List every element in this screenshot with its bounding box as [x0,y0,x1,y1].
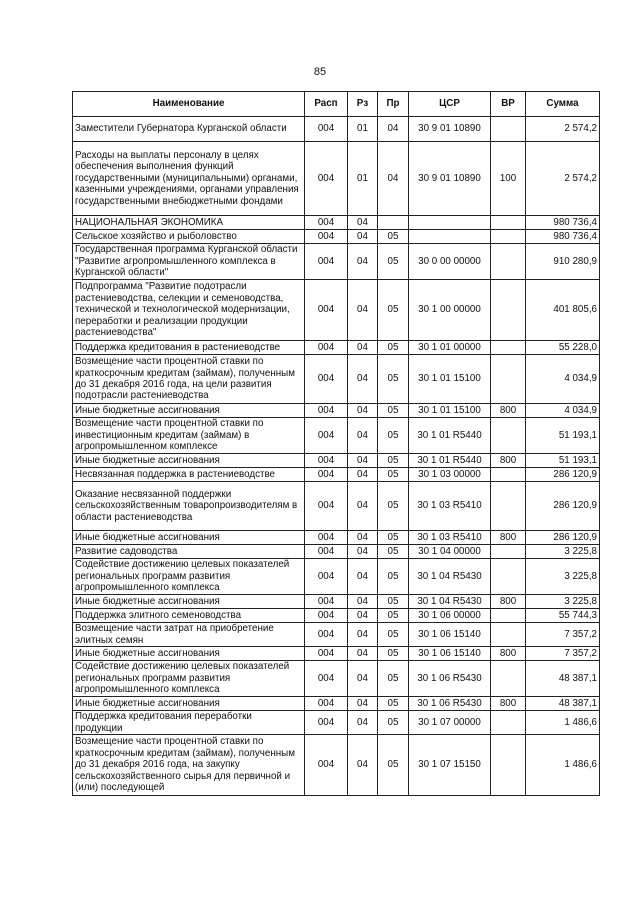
cell-vr [491,341,526,355]
cell-rasp: 004 [305,468,348,482]
cell-rasp: 004 [305,404,348,418]
table-row [73,341,600,355]
cell-name: Поддержка кредитования в растениеводстве [73,341,305,355]
cell-rz: 04 [348,661,378,697]
cell-rz: 04 [348,355,378,404]
cell-name: Содействие достижению целевых показателей региональных программ развития агропромышленного комплекса [73,661,305,697]
cell-name: НАЦИОНАЛЬНАЯ ЭКОНОМИКА [73,216,305,230]
cell-csr: 30 1 04 00000 [409,545,491,559]
cell-rz: 04 [348,711,378,735]
cell-csr: 30 1 04 R5430 [409,595,491,609]
table-row [73,117,600,142]
cell-pr: 05 [378,697,409,711]
cell-rasp: 004 [305,142,348,216]
cell-rasp: 004 [305,531,348,545]
table-row [73,230,600,244]
cell-rasp: 004 [305,609,348,623]
table-row [73,559,600,595]
cell-rasp: 004 [305,418,348,454]
cell-name: Иные бюджетные ассигнования [73,404,305,418]
table-row [73,609,600,623]
cell-rz: 04 [348,244,378,280]
cell-sum: 48 387,1 [526,697,600,711]
cell-vr [491,468,526,482]
table-row [73,280,600,341]
page-number: 85 [313,66,327,78]
cell-name: Иные бюджетные ассигнования [73,595,305,609]
cell-name: Подпрограмма "Развитие подотрасли растениеводства, селекции и семеноводства, технической и технологической модернизации, переработки и реализации продукции растениеводства" [73,280,305,341]
cell-csr: 30 9 01 10890 [409,142,491,216]
table-row [73,661,600,697]
cell-name: Содействие достижению целевых показателей региональных программ развития агропромышленного комплекса [73,559,305,595]
cell-name: Возмещение части процентной ставки по инвестиционным кредитам (займам) в агропромышленном комплексе [73,418,305,454]
header-sum: Сумма [526,92,600,117]
cell-sum: 55 228,0 [526,341,600,355]
cell-rz: 04 [348,404,378,418]
cell-csr: 30 1 06 15140 [409,647,491,661]
table-row [73,355,600,404]
cell-csr: 30 1 06 R5430 [409,697,491,711]
cell-pr: 05 [378,609,409,623]
cell-csr: 30 1 03 00000 [409,468,491,482]
cell-rz: 04 [348,280,378,341]
cell-csr: 30 0 00 00000 [409,244,491,280]
cell-sum: 51 193,1 [526,418,600,454]
cell-pr: 05 [378,559,409,595]
cell-name: Иные бюджетные ассигнования [73,531,305,545]
cell-vr: 800 [491,647,526,661]
cell-rz: 04 [348,697,378,711]
cell-csr: 30 1 06 15140 [409,623,491,647]
cell-rz: 04 [348,341,378,355]
cell-name: Развитие садоводства [73,545,305,559]
cell-pr: 05 [378,230,409,244]
table-row [73,404,600,418]
cell-rasp: 004 [305,341,348,355]
table-row [73,244,600,280]
cell-rasp: 004 [305,117,348,142]
cell-vr [491,244,526,280]
cell-vr [491,230,526,244]
cell-pr: 04 [378,142,409,216]
cell-csr: 30 1 00 00000 [409,280,491,341]
cell-sum: 980 736,4 [526,230,600,244]
cell-sum: 51 193,1 [526,454,600,468]
cell-rz: 04 [348,609,378,623]
cell-sum: 2 574,2 [526,142,600,216]
cell-rasp: 004 [305,545,348,559]
table-row [73,697,600,711]
cell-name: Возмещение части процентной ставки по краткосрочным кредитам (займам), полученным до 31 декабря 2016 года, на цели развития подотрасли растениеводства [73,355,305,404]
cell-vr: 800 [491,404,526,418]
cell-name: Несвязанная поддержка в растениеводстве [73,468,305,482]
header-rasp: Расп [305,92,348,117]
header-pr: Пр [378,92,409,117]
cell-csr: 30 1 01 15100 [409,404,491,418]
cell-csr: 30 1 03 R5410 [409,482,491,531]
cell-csr [409,216,491,230]
cell-rz: 04 [348,468,378,482]
table-row [73,482,600,531]
cell-vr [491,735,526,796]
cell-vr [491,661,526,697]
cell-vr [491,609,526,623]
cell-sum: 3 225,8 [526,545,600,559]
cell-pr: 05 [378,623,409,647]
cell-pr: 05 [378,531,409,545]
table-row [73,468,600,482]
cell-csr: 30 1 01 R5440 [409,454,491,468]
cell-name: Возмещение части затрат на приобретение элитных семян [73,623,305,647]
cell-pr: 05 [378,735,409,796]
cell-sum: 3 225,8 [526,595,600,609]
cell-vr [491,216,526,230]
cell-rasp: 004 [305,697,348,711]
table-row [73,216,600,230]
cell-vr [491,482,526,531]
cell-name: Поддержка кредитования переработки продукции [73,711,305,735]
cell-csr: 30 1 06 R5430 [409,661,491,697]
cell-rz: 04 [348,623,378,647]
cell-pr: 05 [378,661,409,697]
table-row [73,735,600,796]
cell-vr [491,711,526,735]
table-row [73,545,600,559]
cell-pr: 05 [378,404,409,418]
budget-table [72,91,600,796]
cell-sum: 4 034,9 [526,404,600,418]
table-row [73,418,600,454]
cell-vr: 800 [491,595,526,609]
cell-vr [491,355,526,404]
cell-sum: 910 280,9 [526,244,600,280]
cell-vr: 800 [491,454,526,468]
cell-sum: 4 034,9 [526,355,600,404]
cell-rz: 04 [348,545,378,559]
cell-sum: 2 574,2 [526,117,600,142]
cell-rz: 04 [348,454,378,468]
cell-sum: 980 736,4 [526,216,600,230]
cell-name: Иные бюджетные ассигнования [73,454,305,468]
cell-rz: 04 [348,418,378,454]
cell-rz: 01 [348,142,378,216]
cell-sum: 401 805,6 [526,280,600,341]
cell-csr: 30 1 03 R5410 [409,531,491,545]
cell-rasp: 004 [305,482,348,531]
cell-name: Иные бюджетные ассигнования [73,647,305,661]
cell-pr: 04 [378,117,409,142]
cell-csr: 30 1 01 15100 [409,355,491,404]
cell-pr: 05 [378,595,409,609]
cell-rasp: 004 [305,595,348,609]
cell-rasp: 004 [305,230,348,244]
cell-name: Заместители Губернатора Курганской области [73,117,305,142]
cell-rasp: 004 [305,647,348,661]
cell-rz: 01 [348,117,378,142]
header-vr: ВР [491,92,526,117]
cell-rasp: 004 [305,711,348,735]
cell-csr: 30 1 07 15150 [409,735,491,796]
table-row [73,531,600,545]
cell-rasp: 004 [305,216,348,230]
header-name: Наименование [73,92,305,117]
cell-rz: 04 [348,230,378,244]
cell-pr: 05 [378,647,409,661]
cell-pr: 05 [378,468,409,482]
cell-sum: 1 486,6 [526,711,600,735]
cell-pr: 05 [378,280,409,341]
cell-name: Сельское хозяйство и рыболовство [73,230,305,244]
cell-pr [378,216,409,230]
header-row [73,92,600,117]
cell-sum: 7 357,2 [526,647,600,661]
cell-pr: 05 [378,482,409,531]
cell-csr: 30 9 01 10890 [409,117,491,142]
cell-rz: 04 [348,216,378,230]
cell-rasp: 004 [305,355,348,404]
cell-rasp: 004 [305,454,348,468]
cell-rz: 04 [348,735,378,796]
cell-rasp: 004 [305,280,348,341]
cell-name: Расходы на выплаты персоналу в целях обеспечения выполнения функций государственными (муниципальными) органами, казенными учреждениями, органами управления государственными внебюджетными фондами [73,142,305,216]
cell-sum: 286 120,9 [526,482,600,531]
cell-csr: 30 1 01 R5440 [409,418,491,454]
cell-csr: 30 1 07 00000 [409,711,491,735]
cell-rasp: 004 [305,661,348,697]
cell-pr: 05 [378,545,409,559]
cell-pr: 05 [378,418,409,454]
cell-sum: 55 744,3 [526,609,600,623]
cell-name: Оказание несвязанной поддержки сельскохозяйственным товаропроизводителям в области растениеводства [73,482,305,531]
cell-rasp: 004 [305,735,348,796]
table-row [73,454,600,468]
cell-name: Иные бюджетные ассигнования [73,697,305,711]
cell-vr [491,545,526,559]
cell-csr: 30 1 01 00000 [409,341,491,355]
cell-rz: 04 [348,559,378,595]
cell-csr: 30 1 06 00000 [409,609,491,623]
cell-name: Государственная программа Курганской области "Развитие агропромышленного комплекса в Курганской области" [73,244,305,280]
table-row [73,142,600,216]
cell-rasp: 004 [305,244,348,280]
cell-sum: 48 387,1 [526,661,600,697]
cell-pr: 05 [378,244,409,280]
header-rz: Рз [348,92,378,117]
cell-name: Возмещение части процентной ставки по краткосрочным кредитам (займам), полученным до 31 декабря 2016 года, на закупку сельскохозяйственного сырья для первичной и (или) последующей [73,735,305,796]
cell-vr [491,559,526,595]
table-row [73,623,600,647]
cell-sum: 3 225,8 [526,559,600,595]
cell-csr [409,230,491,244]
cell-sum: 286 120,9 [526,468,600,482]
cell-vr [491,418,526,454]
cell-vr: 800 [491,697,526,711]
cell-rasp: 004 [305,559,348,595]
cell-vr: 100 [491,142,526,216]
cell-rz: 04 [348,531,378,545]
cell-pr: 05 [378,454,409,468]
cell-rz: 04 [348,595,378,609]
cell-vr: 800 [491,531,526,545]
cell-vr [491,623,526,647]
cell-vr [491,280,526,341]
cell-pr: 05 [378,355,409,404]
header-csr: ЦСР [409,92,491,117]
cell-rz: 04 [348,482,378,531]
cell-name: Поддержка элитного семеноводства [73,609,305,623]
cell-sum: 7 357,2 [526,623,600,647]
cell-vr [491,117,526,142]
table-row [73,595,600,609]
cell-pr: 05 [378,341,409,355]
cell-sum: 286 120,9 [526,531,600,545]
cell-sum: 1 486,6 [526,735,600,796]
cell-csr: 30 1 04 R5430 [409,559,491,595]
cell-rasp: 004 [305,623,348,647]
cell-rz: 04 [348,647,378,661]
cell-pr: 05 [378,711,409,735]
table-row [73,647,600,661]
table-row [73,711,600,735]
